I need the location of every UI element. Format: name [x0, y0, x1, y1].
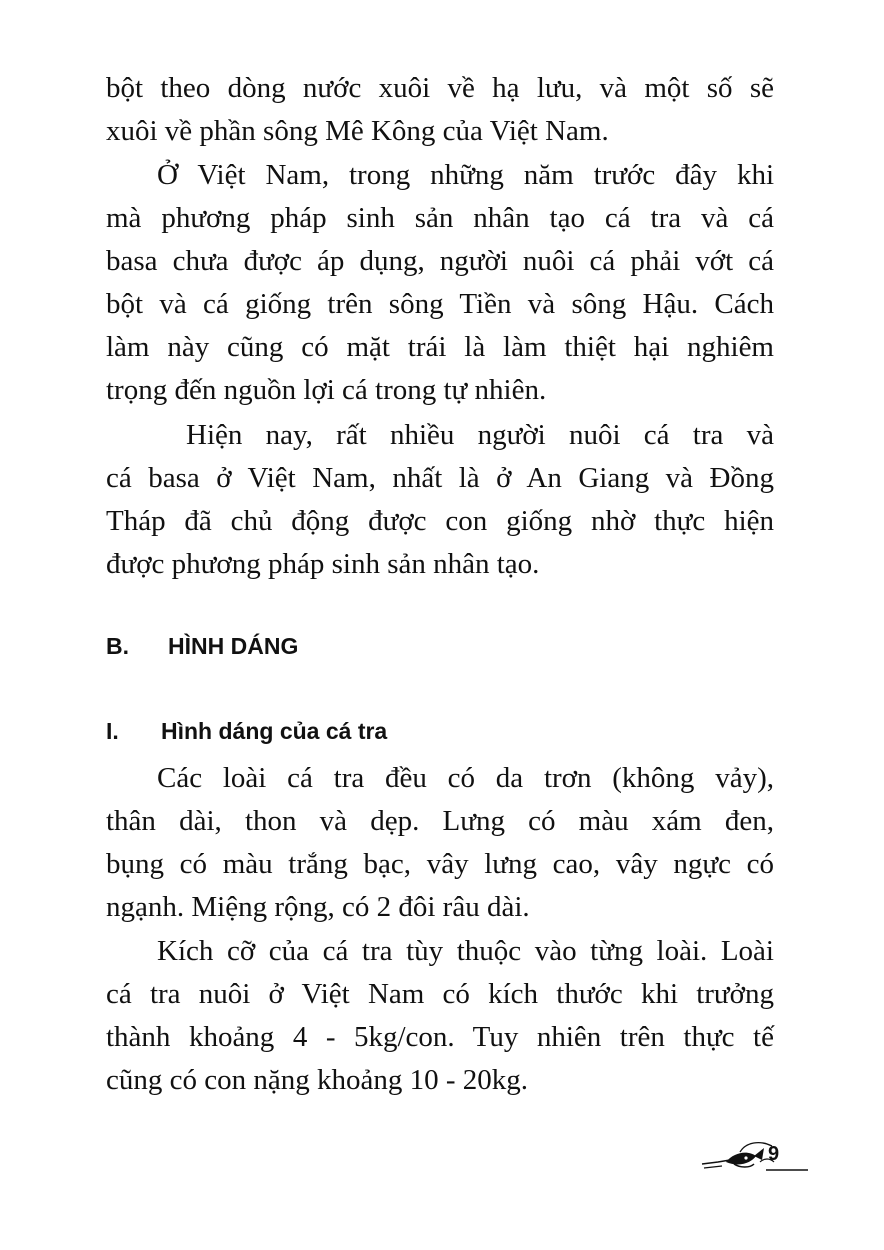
text-line: thành khoảng 4 - 5kg/con. Tuy nhiên trên thực tế: [106, 1021, 774, 1053]
section-title: HÌNH DÁNG: [168, 633, 299, 659]
text-line: trọng đến nguồn lợi cá trong tự nhiên.: [106, 374, 547, 406]
text-line: basa chưa được áp dụng, người nuôi cá phải vớt cá: [106, 245, 774, 277]
text-line: bột theo dòng nước xuôi về hạ lưu, và một số sẽ: [106, 72, 774, 104]
text-line: Ở Việt Nam, trong những năm trước đây khi: [157, 159, 774, 191]
text-line: làm này cũng có mặt trái là làm thiệt hại nghiêm: [106, 331, 774, 363]
text-line: cá tra nuôi ở Việt Nam có kích thước khi trưởng: [106, 978, 774, 1010]
text-line: bụng có màu trắng bạc, vây lưng cao, vây ngực có: [106, 848, 774, 880]
subsection-marker: I.: [106, 718, 119, 744]
text-line: bột và cá giống trên sông Tiền và sông Hậu. Cách: [106, 288, 774, 320]
text-line: được phương pháp sinh sản nhân tạo.: [106, 548, 540, 580]
text-line: Hiện nay, rất nhiều người nuôi cá tra và: [186, 419, 774, 451]
text-line: Tháp đã chủ động được con giống nhờ thực hiện: [106, 505, 774, 537]
text-line: Kích cỡ của cá tra tùy thuộc vào từng loài. Loài: [157, 935, 774, 967]
fish-ornament-icon: [700, 1138, 810, 1178]
text-line: ngạnh. Miệng rộng, có 2 đôi râu dài.: [106, 891, 530, 923]
text-line: cũng có con nặng khoảng 10 - 20kg.: [106, 1064, 529, 1096]
text-line: mà phương pháp sinh sản nhân tạo cá tra và cá: [106, 202, 774, 234]
section-marker: B.: [106, 633, 129, 659]
page-number: 9: [768, 1143, 780, 1165]
subsection-title: Hình dáng của cá tra: [161, 718, 388, 744]
text-line: Các loài cá tra đều có da trơn (không vảy),: [157, 762, 774, 794]
text-line: cá basa ở Việt Nam, nhất là ở An Giang và Đồng: [106, 462, 774, 494]
text-line: thân dài, thon và dẹp. Lưng có màu xám đen,: [106, 805, 774, 837]
text-line: xuôi về phần sông Mê Kông của Việt Nam.: [106, 115, 609, 147]
